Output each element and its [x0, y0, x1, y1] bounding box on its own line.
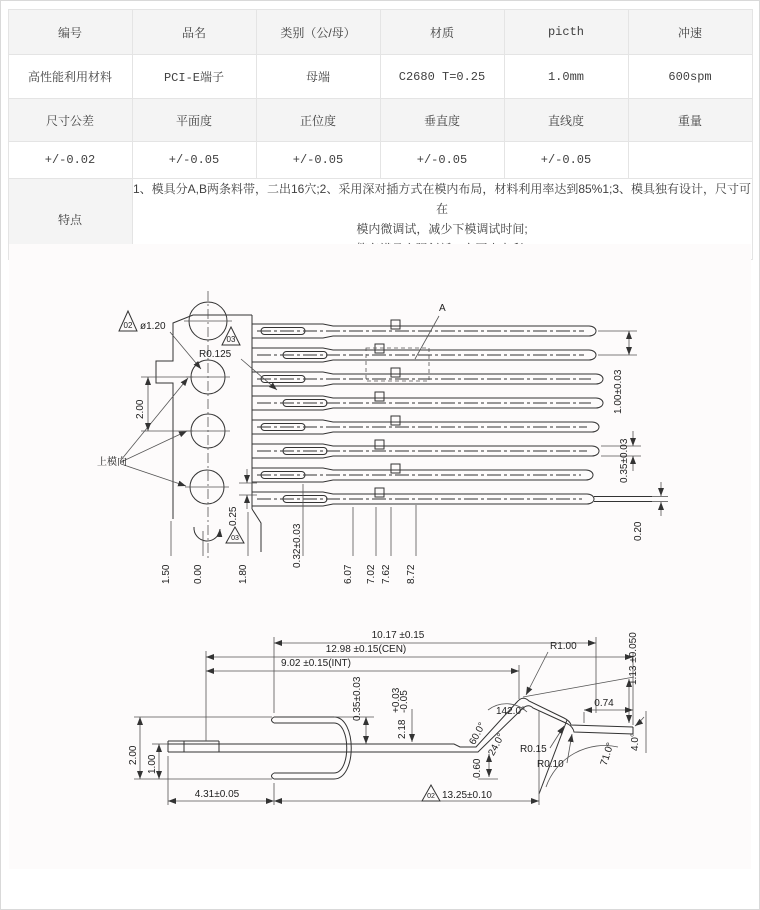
rev-triangle-03-label: 03 [226, 335, 236, 344]
value-cell-id: 高性能利用材料 [8, 55, 132, 99]
value-cell-weight [628, 142, 752, 179]
pin-lance-tab [391, 464, 400, 473]
dim-label-r-dip1: R0.15 [520, 744, 547, 755]
pin-lance-tab [375, 488, 384, 497]
header-cell-name: 品名 [132, 10, 256, 55]
dim-label-slot-dim: 0.32±0.03 [292, 523, 303, 568]
detail-a-leader [415, 316, 439, 359]
spec-header-row-2 [8, 99, 752, 142]
pin8-split-end [594, 497, 652, 502]
dim-label-step [391, 687, 410, 739]
svg-text:+0.03: +0.03 [391, 687, 402, 713]
svg-text:-0.05: -0.05 [399, 690, 410, 713]
value-cell-type: 母端 [256, 55, 380, 99]
value-cell-perpendicularity: +/-0.05 [380, 142, 504, 179]
svg-text:2.18: 2.18 [397, 719, 408, 739]
upper-die-label: 上模向 [97, 457, 127, 468]
value-cell-straightness: +/-0.05 [504, 142, 628, 179]
dim-label-radius: R0.125 [199, 349, 232, 360]
dim-label-r-peak: R1.00 [550, 641, 577, 652]
pin-lance-tab [391, 416, 400, 425]
baseline-label-3: 6.07 [343, 564, 354, 584]
baseline-label-5: 7.62 [381, 564, 392, 584]
baseline-label-6: 8.72 [406, 564, 417, 584]
value-cell-speed: 600spm [628, 55, 752, 99]
value-cell-name: PCI-E端子 [132, 55, 256, 99]
technical-drawing-bottom [126, 613, 726, 868]
dim-label-len-cen: 12.98 ±0.15(CEN) [325, 644, 407, 655]
dim-label-len-top: 10.17 ±0.15 [371, 630, 425, 641]
detail-a-label: A [439, 303, 446, 314]
spec-header-row-1 [8, 10, 752, 55]
pin-lance-tab [375, 392, 384, 401]
value-cell-position: +/-0.05 [256, 142, 380, 179]
dim-label-bar-h: 1.00 [147, 754, 158, 774]
dim-label-hole-dia: ø1.20 [140, 321, 166, 332]
technical-drawing-top [71, 269, 759, 604]
spec-value-row-2 [8, 142, 752, 179]
dim-label-fold-h: 0.35±0.03 [352, 676, 363, 721]
baseline-label-0: 1.50 [161, 564, 172, 584]
pin-lance-tab [391, 368, 400, 377]
header-cell-pitch: picth [504, 10, 628, 55]
spec-value-row-1 [8, 55, 752, 99]
dim-label-tip-pitch: 1.00±0.03 [613, 369, 624, 414]
features-line-1: 1、模具分A,B两条料带，二出16穴;2、采用深对插方式在模内布局，材料利用率达到85%1;3、模具独有设计，尺寸可在 [132, 182, 752, 216]
dim-label-tip-h: 1.13 ±0.050 [628, 632, 639, 685]
rev-triangle-03b-label: 03 [231, 535, 239, 542]
baseline-label-2: 1.80 [238, 564, 249, 584]
header-cell-type: 类别（公/母） [256, 10, 380, 55]
header-cell-perpendicularity: 垂直度 [380, 99, 504, 142]
features-line-2: 模内微调试，减少下模调试时间; [356, 222, 528, 236]
rev-triangle-02b-label: 02 [427, 793, 435, 800]
header-cell-weight: 重量 [628, 99, 752, 142]
header-cell-id: 编号 [8, 10, 132, 55]
header-cell-straightness: 直线度 [504, 99, 628, 142]
baseline-label-4: 7.02 [366, 564, 377, 584]
dim-label-hole-pitch: 2.00 [135, 399, 146, 419]
value-cell-tolerance: +/-0.02 [8, 142, 132, 179]
dim-label-r-dip2: R0.10 [537, 759, 564, 770]
value-cell-flatness: +/-0.05 [132, 142, 256, 179]
right-dimensions [598, 331, 668, 516]
terminal-pins [252, 320, 603, 506]
pin-lance-tab [375, 344, 384, 353]
baseline-label-1: 0.00 [193, 564, 204, 584]
value-cell-material: C2680 T=0.25 [380, 55, 504, 99]
rev-triangle-02-label: 02 [123, 321, 133, 330]
pin-lance-tab [391, 320, 400, 329]
dim-label-split-gap: 0.20 [633, 521, 644, 541]
dim-label-ang-peak: 142.0° [496, 706, 526, 717]
strip-centerlines [184, 291, 232, 561]
dim-label-len-int: 9.02 ±0.15(INT) [281, 658, 351, 669]
dim-label-height: 2.00 [128, 745, 139, 765]
header-cell-flatness: 平面度 [132, 99, 256, 142]
dim-label-ang-tip: 4.0° [630, 733, 641, 751]
spec-table [8, 9, 753, 260]
dim-label-len-fork: 4.31±0.05 [194, 789, 240, 800]
header-cell-material: 材质 [380, 10, 504, 55]
dim-label-ang-ramp1: 60.0° [467, 720, 489, 747]
dim-label-len-total: 13.25±0.10 [442, 790, 492, 801]
dim-label-tip-width: 0.35±0.03 [619, 438, 630, 483]
left-dimensions [141, 377, 257, 509]
header-cell-tolerance: 尺寸公差 [8, 99, 132, 142]
header-cell-speed: 冲速 [628, 10, 752, 55]
value-cell-pitch: 1.0mm [504, 55, 628, 99]
dim-label-ang-drop: 71.0° [598, 741, 617, 768]
header-cell-position: 正位度 [256, 99, 380, 142]
dim-label-ang-ramp2: 24.0° [486, 731, 508, 758]
carrier-strip-outline [156, 302, 261, 552]
dim-label-neck: 0.60 [472, 758, 483, 778]
pin-lance-tab [375, 440, 384, 449]
features-label-cell: 特点 [8, 179, 132, 260]
rotation-arrow-icon [194, 527, 220, 541]
dim-label-slot-offset: 0.25 [228, 506, 239, 526]
dim-label-tip-len: 0.74 [594, 698, 614, 709]
